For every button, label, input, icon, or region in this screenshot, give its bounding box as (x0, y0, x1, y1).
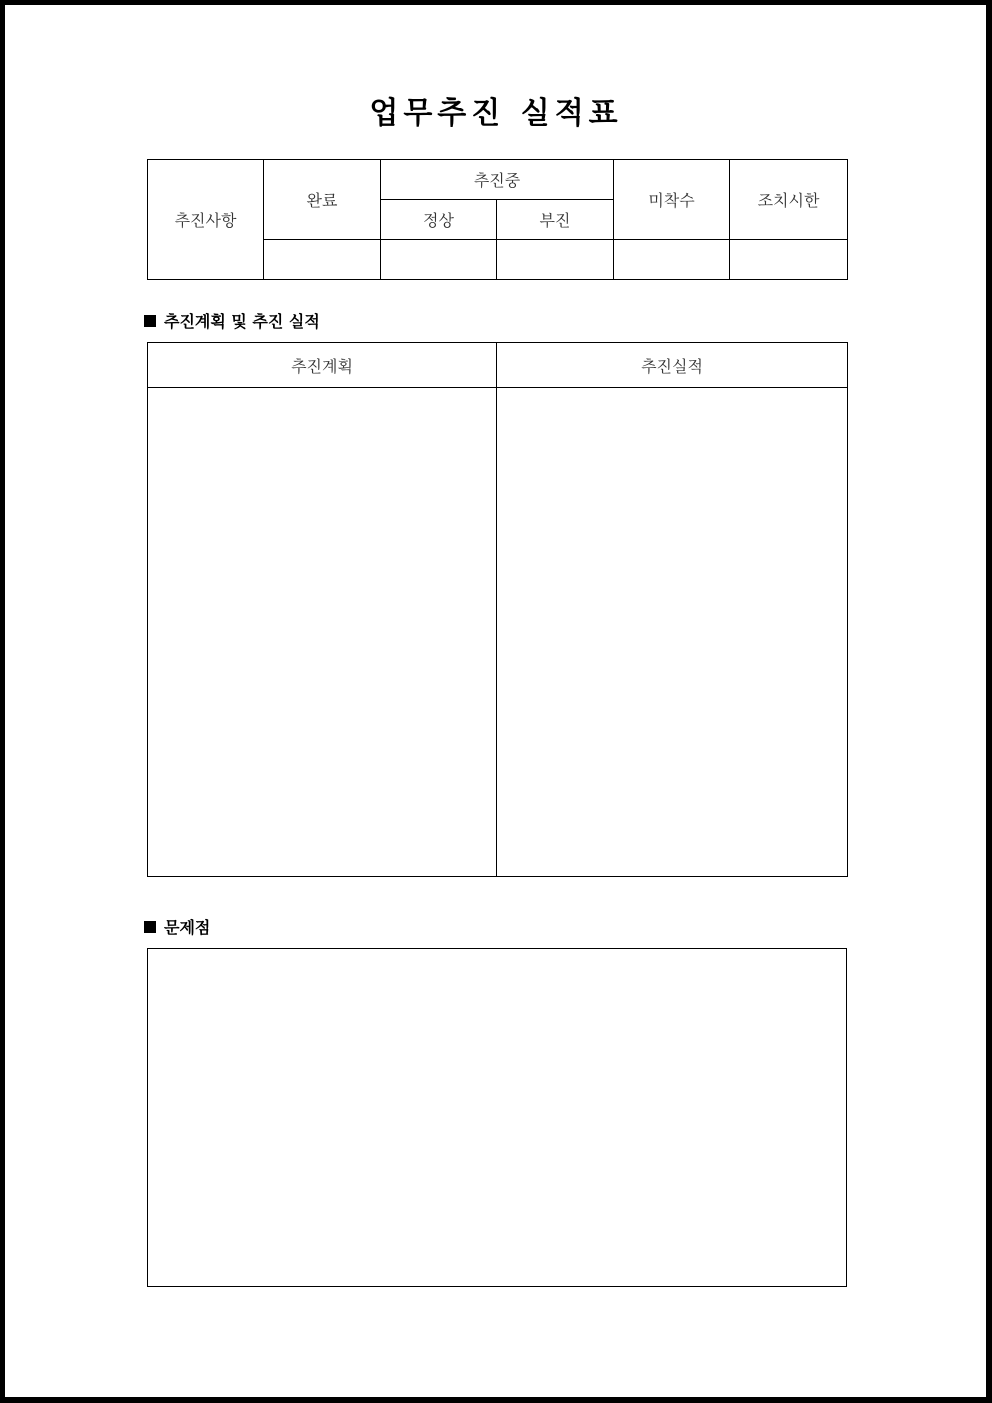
sluggish-header: 부진 (497, 200, 614, 240)
normal-header: 정상 (381, 200, 497, 240)
in-progress-header: 추진중 (381, 160, 614, 200)
row-header-cell: 추진사항 (148, 160, 264, 280)
square-bullet-icon (144, 315, 156, 327)
not-started-header: 미착수 (614, 160, 730, 240)
plan-result-table (147, 342, 848, 877)
problem-section-heading (144, 915, 210, 938)
plan-section-heading-text: 추진계획 및 추진 실적 (164, 312, 320, 331)
sluggish-value-cell[interactable] (497, 240, 614, 280)
result-header: 추진실적 (497, 343, 848, 388)
action-deadline-header: 조치시한 (730, 160, 848, 240)
status-table (147, 159, 848, 280)
plan-section-heading (144, 309, 320, 332)
problem-section-heading-text: 문제점 (164, 918, 211, 937)
plan-content-cell[interactable] (148, 388, 497, 877)
completed-header: 완료 (264, 160, 381, 240)
page-title: 업무추진 실적표 (369, 96, 623, 131)
not-started-value-cell[interactable] (614, 240, 730, 280)
problem-content-box[interactable] (147, 948, 847, 1287)
normal-value-cell[interactable] (381, 240, 497, 280)
completed-value-cell[interactable] (264, 240, 381, 280)
result-content-cell[interactable] (497, 388, 848, 877)
square-bullet-icon (144, 921, 156, 933)
plan-header: 추진계획 (148, 343, 497, 388)
action-deadline-value-cell[interactable] (730, 240, 848, 280)
